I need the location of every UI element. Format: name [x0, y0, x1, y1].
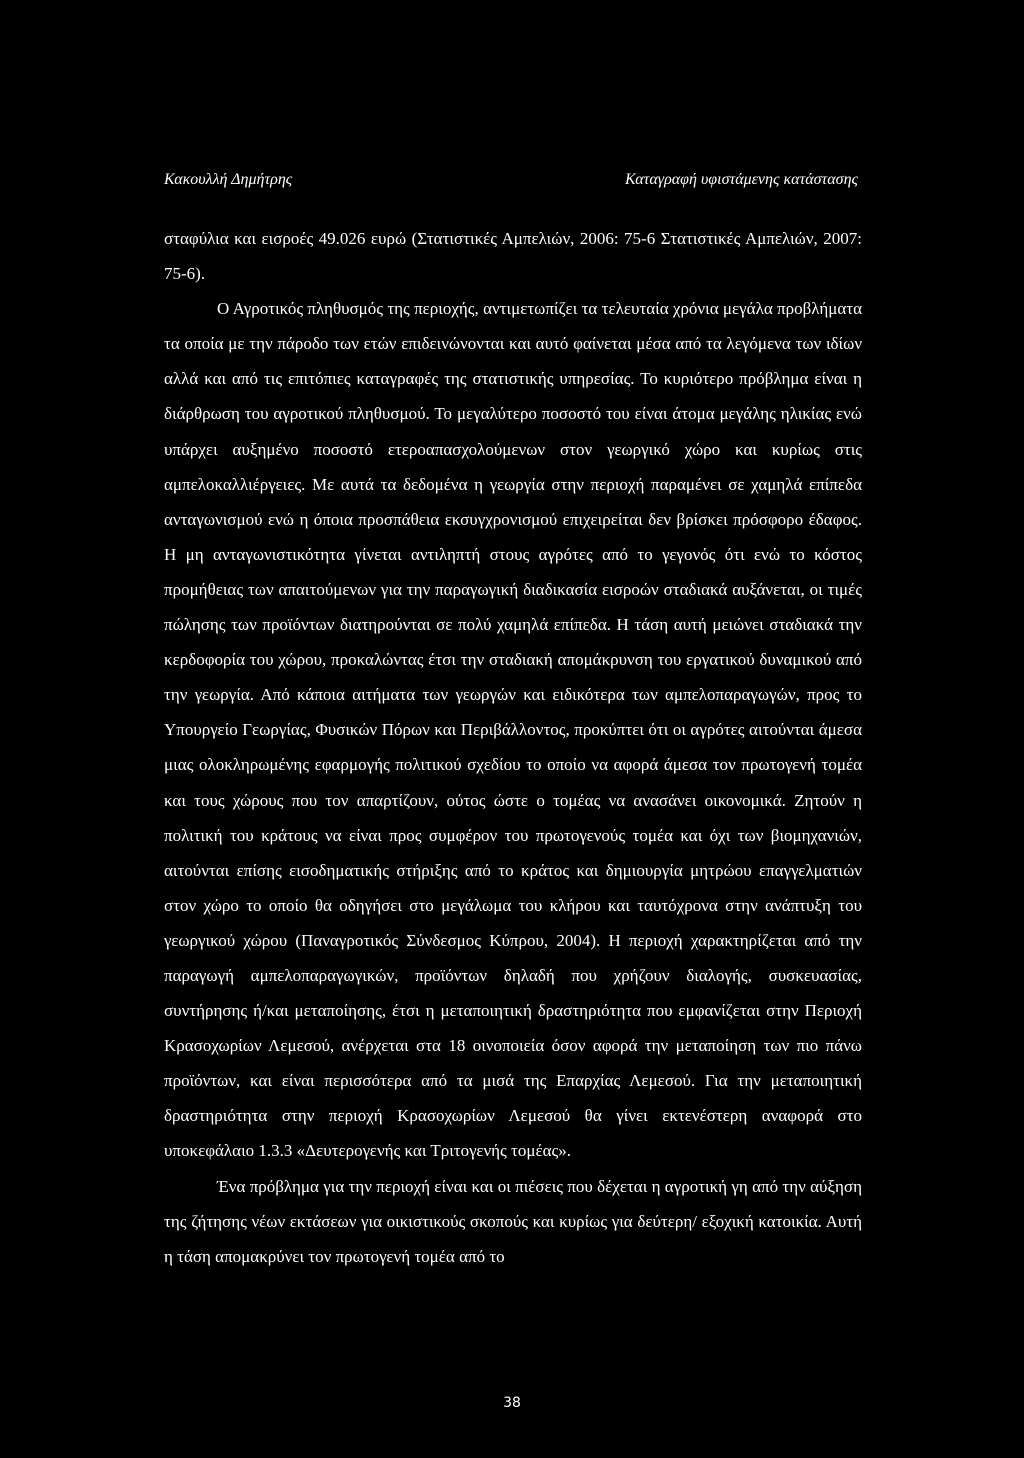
paragraph-land-pressure: Ένα πρόβλημα για την περιοχή είναι και οι πιέσεις που δέχεται η αγροτική γη από την αύξηση της ζήτησης νέων εκτάσεων για οικιστικούς σκοπούς και κυρίως για δεύτερη/ εξοχική κατοικία. Αυτή η τάση απομακρύνει τον πρωτογενή τομέα από το — [164, 1176, 862, 1266]
header-author: Κακουλλή Δημήτρης — [164, 171, 293, 188]
page-number: 38 — [503, 1395, 521, 1411]
body-text — [164, 221, 862, 1274]
paragraph-continuation: σταφύλια και εισροές 49.026 ευρώ (Στατιστικές Αμπελιών, 2006: 75-6 Στατιστικές Αμπελιών, 2007: 75-6). — [164, 229, 862, 284]
header-chapter-title: Καταγραφή υφιστάμενης κατάστασης — [625, 171, 858, 188]
paragraph-agricultural-population: Ο Αγροτικός πληθυσμός της περιοχής, αντιμετωπίζει τα τελευταία χρόνια μεγάλα προβλήματα τα οποία με την πάροδο των ετών επιδεινώνονται και αυτό φαίνεται μέσα από τα λεγόμενα των ιδίων αλλά και από τις επιτόπιες καταγραφές της στατιστικής υπηρεσίας. Το κυριότερο πρόβλημα είναι η διάρθρωση του αγροτικού πληθυσμού. Το μεγαλύτερο ποσοστό του είναι άτομα μεγάλης ηλικίας ενώ υπάρχει αυξημένο ποσοστό ετεροαπασχολούμενων στον γεωργικό χώρο και κυρίως στις αμπελοκαλλιέργειες. Με αυτά τα δεδομένα η γεωργία στην περιοχή παραμένει σε χαμηλά επίπεδα ανταγωνισμού ενώ η όποια προσπάθεια εκσυγχρονισμού επιχειρείται δεν βρίσκει πρόσφορο έδαφος. Η μη ανταγωνιστικότητα γίνεται αντιληπτή στους αγρότες από το γεγονός ότι ενώ το κόστος προμήθειας των απαιτούμενων για την παραγωγική διαδικασία εισροών σταδιακά αυξάνεται, οι τιμές πώλησης των προϊόντων διατηρούνται σε πολύ χαμηλά επίπεδα. Η τάση αυτή μειώνει σταδιακά την κερδοφορία του χώρου, προκαλώντας έτσι την σταδιακή απομάκρυνση του εργατικού δυναμικού από την γεωργία. Από κάποια αιτήματα των γεωργών και ειδικότερα των αμπελοπαραγωγών, προς το Υπουργείο Γεωργίας, Φυσικών Πόρων και Περιβάλλοντος, προκύπτει ότι οι αγρότες αιτούνται άμεσα μιας ολοκληρωμένης εφαρμογής πολιτικού σχεδίου το οποίο να αφορά άμεσα τον πρωτογενή τομέα και τους χώρους που τον απαρτίζουν, ούτος ώστε ο τομέας να ανασάνει οικονομικά. Ζητούν η πολιτική του κράτους να είναι προς συμφέρον του πρωτογενούς τομέα και όχι των βιομηχανιών, αιτούνται επίσης εισοδηματικής στήριξης από το κράτος και δημιουργία μητρώου επαγγελματιών στον χώρο το οποίο θα οδηγήσει στο μεγάλωμα του κλήρου και ταυτόχρονα στην ανάπτυξη του γεωργικού χώρου (Παναγροτικός Σύνδεσμος Κύπρου, 2004). Η περιοχή χαρακτηρίζεται από την παραγωγή αμπελοπαραγωγικών, προϊόντων δηλαδή που χρήζουν διαλογής, συσκευασίας, συντήρησης ή/και μεταποίησης, έτσι η μεταποιητική δραστηριότητα που εμφανίζεται στην Περιοχή Κρασοχωρίων Λεμεσού, ανέρχεται στα 18 οινοποιεία όσον αφορά την μεταποίηση των πιο πάνω προϊόντων, και είναι περισσότερα από τα μισά της Επαρχίας Λεμεσού. Για την μεταποιητική δραστηριότητα στην περιοχή Κρασοχωρίων Λεμεσού θα γίνει εκτενέστερη αναφορά στο υποκεφάλαιο 1.3.3 «Δευτερογενής και Τριτογενής τομέας». — [164, 299, 862, 1161]
